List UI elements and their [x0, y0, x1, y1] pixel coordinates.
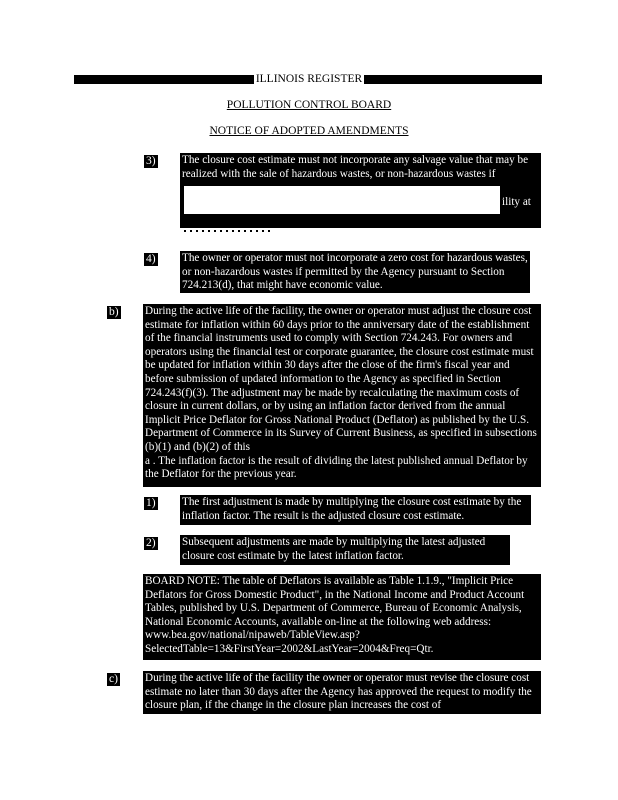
board-note — [143, 574, 541, 660]
paragraph-item-b — [143, 304, 541, 487]
item-text: During the active life of the facility, the owner or operator must adjust the closure cost estimate for inflation within 60 days prior to the anniversary date of the establishment of the financial instruments used to comply with Section 724.243. For owners and operators using the financial test or corporate guarantee, the closure cost estimate must be updated for inflation within 30 days after the close of the firm's fiscal year and before submission of updated information to the Agency as specified in Section 724.243(f)(3). The adjustment may be made by recalculating the maximum costs of closure in current dollars, or by using an inflation factor derived from the annual Implicit Price Deflator for Gross National Product (Deflator) as published by the U.S. Department of Commerce in its Survey of Current Business, as specified in subsections (b)(1) and (b)(2) of this — [145, 305, 537, 453]
scan-artifact — [184, 230, 274, 232]
paragraph-item-2 — [180, 535, 510, 565]
item-tail: a . The inflation factor is the result of dividing the latest published annual Deflator by the Deflator for the previous year. — [145, 454, 528, 481]
item-text: During the active life of the facility the owner or operator must revise the closure cost estimate no later than 30 days after the Agency has approved the request to modify the closure plan, if the change in the closure plan increases the cost of — [145, 672, 532, 712]
item-text: The first adjustment is made by multiplying the closure cost estimate by the inflation factor. The result is the adjusted closure cost estimate. — [182, 496, 522, 522]
board-title: POLLUTION CONTROL BOARD — [226, 99, 392, 111]
register-title: ILLINOIS REGISTER — [255, 73, 363, 85]
note-text: BOARD NOTE: The table of Deflators is available as Table 1.1.9., "Implicit Price Deflators for Gross Domestic Product", in the National Income and Product Account Tables, published by U.S. Department of Commerce, Bureau of Economic Analysis, National Economic Accounts, available on-line at the following web address: www.bea.gov/national/nipaweb/TableView.asp?SelectedTable=13&FirstYear=2002&LastYear=2004&Freq=Qtr. — [145, 575, 525, 655]
item-text: Subsequent adjustments are made by multiplying the latest adjusted closure cost estimate by the latest inflation factor. — [182, 536, 486, 562]
item-text: The closure cost estimate must not incorporate any salvage value that may be realized with the sale of hazardous wastes, or non-hazardous wastes if — [182, 154, 529, 180]
paragraph-item-1 — [180, 495, 531, 525]
item-label: 1) — [146, 497, 156, 509]
paragraph-item-4 — [180, 251, 530, 293]
item-label: 2) — [146, 537, 156, 549]
item-tail: ility at — [502, 196, 531, 208]
item-3-tail — [500, 196, 541, 211]
item-label: c) — [109, 673, 118, 685]
scan-artifact — [345, 215, 505, 217]
redaction-gap — [184, 186, 500, 214]
paragraph-item-c — [143, 671, 541, 714]
item-label: b) — [109, 306, 119, 318]
item-label: 4) — [146, 253, 156, 265]
notice-title: NOTICE OF ADOPTED AMENDMENTS — [209, 125, 409, 137]
item-label: 3) — [146, 155, 156, 167]
item-text: The owner or operator must not incorporate a zero cost for hazardous wastes, or non-hazardous wastes if permitted by the Agency pursuant to Section 724.213(d), that might have economic value. — [182, 252, 528, 292]
